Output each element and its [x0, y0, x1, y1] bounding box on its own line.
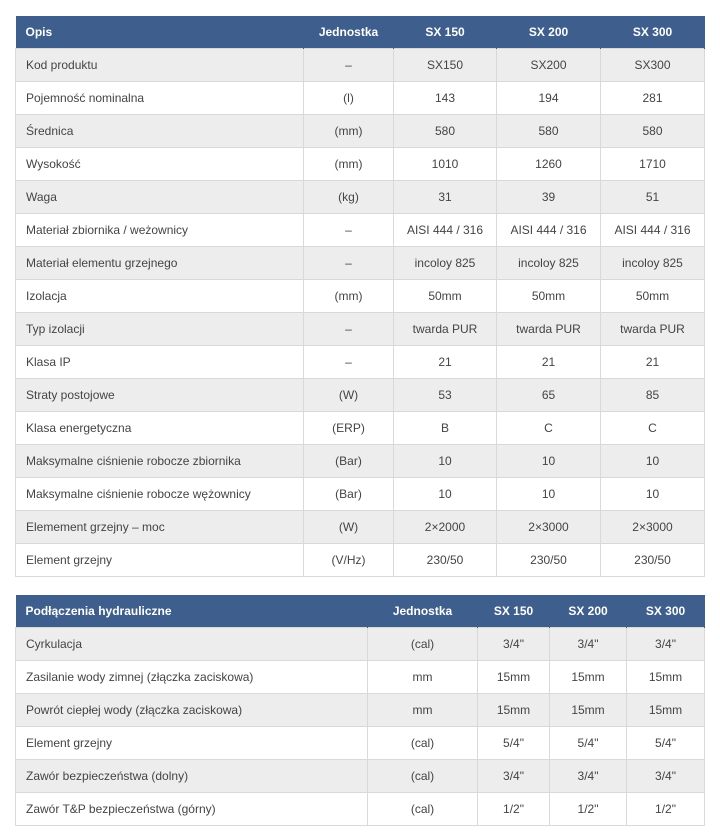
unit-cell: (mm)	[304, 280, 394, 313]
value-cell: AISI 444 / 316	[394, 214, 497, 247]
value-cell: 1260	[497, 148, 601, 181]
row-label: Izolacja	[16, 280, 304, 313]
table-row	[16, 49, 705, 82]
value-cell: 143	[394, 82, 497, 115]
value-cell: 51	[601, 181, 705, 214]
unit-cell: (cal)	[368, 628, 478, 661]
header-sx300: SX 300	[627, 595, 705, 628]
row-label: Zawór bezpieczeństwa (dolny)	[16, 760, 368, 793]
value-cell: 31	[394, 181, 497, 214]
table-row	[16, 346, 705, 379]
value-cell: 50mm	[394, 280, 497, 313]
value-cell: AISI 444 / 316	[497, 214, 601, 247]
value-cell: 230/50	[497, 544, 601, 577]
unit-cell: mm	[368, 661, 478, 694]
table-row	[16, 445, 705, 478]
value-cell: twarda PUR	[601, 313, 705, 346]
unit-cell: –	[304, 214, 394, 247]
row-label: Pojemność nominalna	[16, 82, 304, 115]
row-label: Element grzejny	[16, 727, 368, 760]
table-row	[16, 214, 705, 247]
unit-cell: (mm)	[304, 148, 394, 181]
value-cell: 2×3000	[601, 511, 705, 544]
unit-cell: (mm)	[304, 115, 394, 148]
value-cell: 15mm	[478, 694, 550, 727]
table-header-row	[16, 16, 705, 49]
table-row	[16, 148, 705, 181]
value-cell: 3/4"	[627, 760, 705, 793]
value-cell: 194	[497, 82, 601, 115]
row-label: Elemement grzejny – moc	[16, 511, 304, 544]
header-sx300: SX 300	[601, 16, 705, 49]
table-row	[16, 115, 705, 148]
value-cell: 50mm	[497, 280, 601, 313]
table-row	[16, 628, 705, 661]
value-cell: AISI 444 / 316	[601, 214, 705, 247]
value-cell: 230/50	[394, 544, 497, 577]
table-row	[16, 727, 705, 760]
unit-cell: (ERP)	[304, 412, 394, 445]
table-row	[16, 793, 705, 826]
value-cell: incoloy 825	[497, 247, 601, 280]
row-label: Maksymalne ciśnienie robocze wężownicy	[16, 478, 304, 511]
header-sx150: SX 150	[394, 16, 497, 49]
value-cell: 3/4"	[478, 760, 550, 793]
value-cell: twarda PUR	[394, 313, 497, 346]
header-sx150: SX 150	[478, 595, 550, 628]
value-cell: 15mm	[550, 694, 627, 727]
value-cell: 5/4"	[478, 727, 550, 760]
value-cell: 580	[394, 115, 497, 148]
specification-table-body	[16, 49, 705, 577]
header-sx200: SX 200	[497, 16, 601, 49]
value-cell: 3/4"	[550, 628, 627, 661]
row-label: Straty postojowe	[16, 379, 304, 412]
value-cell: 1/2"	[550, 793, 627, 826]
value-cell: 2×2000	[394, 511, 497, 544]
table-row	[16, 181, 705, 214]
value-cell: 85	[601, 379, 705, 412]
header-sx200: SX 200	[550, 595, 627, 628]
table-row	[16, 544, 705, 577]
unit-cell: (cal)	[368, 727, 478, 760]
table-row	[16, 478, 705, 511]
row-label: Typ izolacji	[16, 313, 304, 346]
value-cell: 15mm	[627, 694, 705, 727]
header-opis: Opis	[16, 16, 304, 49]
value-cell: 15mm	[478, 661, 550, 694]
row-label: Waga	[16, 181, 304, 214]
value-cell: 1710	[601, 148, 705, 181]
value-cell: 5/4"	[627, 727, 705, 760]
unit-cell: (cal)	[368, 760, 478, 793]
table-row	[16, 511, 705, 544]
row-label: Klasa IP	[16, 346, 304, 379]
value-cell: 230/50	[601, 544, 705, 577]
value-cell: 1010	[394, 148, 497, 181]
value-cell: 21	[394, 346, 497, 379]
row-label: Wysokość	[16, 148, 304, 181]
table-row	[16, 661, 705, 694]
unit-cell: (l)	[304, 82, 394, 115]
header-podlaczenia: Podłączenia hydrauliczne	[16, 595, 368, 628]
table-row	[16, 379, 705, 412]
value-cell: 10	[394, 478, 497, 511]
row-label: Zasilanie wody zimnej (złączka zaciskowa)	[16, 661, 368, 694]
value-cell: 65	[497, 379, 601, 412]
table-row	[16, 760, 705, 793]
value-cell: 3/4"	[627, 628, 705, 661]
unit-cell: –	[304, 49, 394, 82]
value-cell: 10	[497, 445, 601, 478]
value-cell: SX300	[601, 49, 705, 82]
value-cell: 580	[601, 115, 705, 148]
unit-cell: (W)	[304, 379, 394, 412]
header-jednostka: Jednostka	[304, 16, 394, 49]
value-cell: 1/2"	[627, 793, 705, 826]
value-cell: 10	[601, 478, 705, 511]
unit-cell: mm	[368, 694, 478, 727]
row-label: Maksymalne ciśnienie robocze zbiornika	[16, 445, 304, 478]
table-header-row	[16, 595, 705, 628]
row-label: Powrót ciepłej wody (złączka zaciskowa)	[16, 694, 368, 727]
value-cell: incoloy 825	[394, 247, 497, 280]
row-label: Średnica	[16, 115, 304, 148]
unit-cell: –	[304, 313, 394, 346]
value-cell: 15mm	[550, 661, 627, 694]
specification-table	[15, 16, 705, 577]
row-label: Kod produktu	[16, 49, 304, 82]
table-row	[16, 313, 705, 346]
row-label: Element grzejny	[16, 544, 304, 577]
header-jednostka: Jednostka	[368, 595, 478, 628]
row-label: Cyrkulacja	[16, 628, 368, 661]
row-label: Zawór T&P bezpieczeństwa (górny)	[16, 793, 368, 826]
unit-cell: (Bar)	[304, 478, 394, 511]
table-row	[16, 280, 705, 313]
hydraulic-table-body	[16, 628, 705, 826]
table-row	[16, 412, 705, 445]
unit-cell: (V/Hz)	[304, 544, 394, 577]
value-cell: 50mm	[601, 280, 705, 313]
table-row	[16, 82, 705, 115]
row-label: Materiał zbiornika / weżownicy	[16, 214, 304, 247]
value-cell: C	[497, 412, 601, 445]
table-row	[16, 694, 705, 727]
unit-cell: (W)	[304, 511, 394, 544]
value-cell: 281	[601, 82, 705, 115]
value-cell: 2×3000	[497, 511, 601, 544]
value-cell: incoloy 825	[601, 247, 705, 280]
value-cell: 3/4"	[478, 628, 550, 661]
unit-cell: (kg)	[304, 181, 394, 214]
row-label: Materiał elementu grzejnego	[16, 247, 304, 280]
value-cell: SX150	[394, 49, 497, 82]
value-cell: twarda PUR	[497, 313, 601, 346]
hydraulic-connections-table	[15, 595, 705, 826]
value-cell: SX200	[497, 49, 601, 82]
value-cell: 580	[497, 115, 601, 148]
value-cell: B	[394, 412, 497, 445]
value-cell: 21	[497, 346, 601, 379]
unit-cell: –	[304, 346, 394, 379]
value-cell: 10	[394, 445, 497, 478]
value-cell: C	[601, 412, 705, 445]
unit-cell: (Bar)	[304, 445, 394, 478]
value-cell: 1/2"	[478, 793, 550, 826]
value-cell: 15mm	[627, 661, 705, 694]
value-cell: 21	[601, 346, 705, 379]
unit-cell: –	[304, 247, 394, 280]
row-label: Klasa energetyczna	[16, 412, 304, 445]
value-cell: 10	[497, 478, 601, 511]
value-cell: 5/4"	[550, 727, 627, 760]
value-cell: 3/4"	[550, 760, 627, 793]
table-row	[16, 247, 705, 280]
value-cell: 39	[497, 181, 601, 214]
value-cell: 53	[394, 379, 497, 412]
value-cell: 10	[601, 445, 705, 478]
unit-cell: (cal)	[368, 793, 478, 826]
